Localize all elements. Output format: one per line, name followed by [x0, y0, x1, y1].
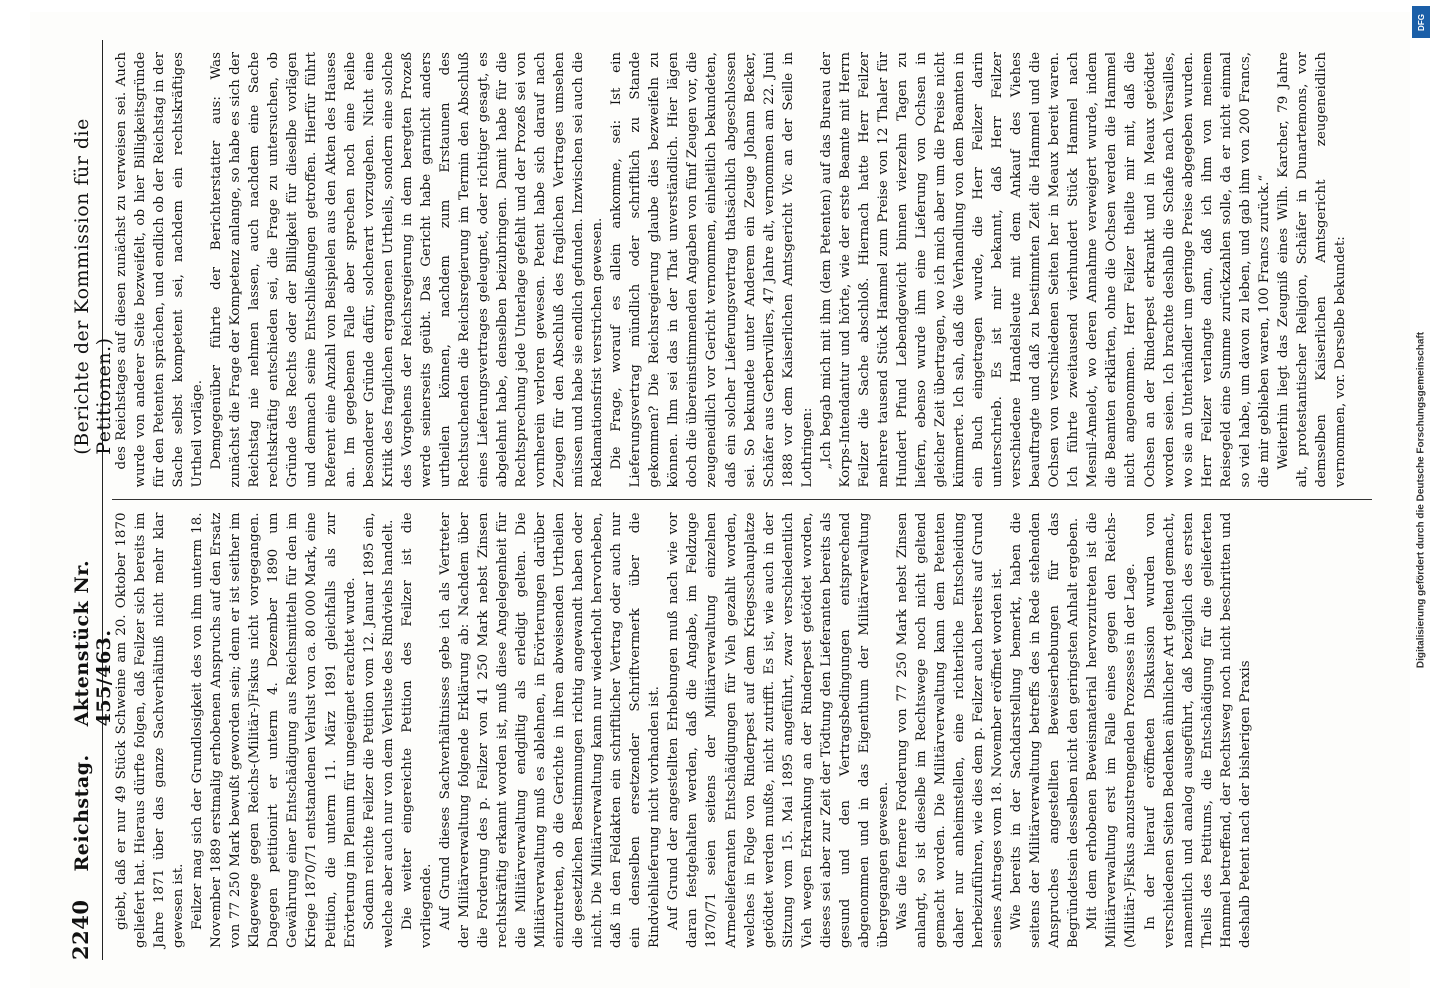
section-title: (Berichte der Kommission für die Petitionen.): [71, 118, 115, 455]
paragraph: Sodann reichte Feilzer die Petition vom 12. Januar 1895 ein, welche aber auch nur von dem Verluste des Rindviehs handelt.: [361, 512, 396, 948]
paragraph: In der hierauf eröffneten Diskussion wurden von verschiedenen Seiten Bedenken ähnlicher Art geltend gemacht, namentlich und analog ausgeführt, daß bezüglich des ersten Theils des Petitums, die Entschädigung für die gelieferten Hammel betreffend, der Rechtsweg noch nicht beschritten und deshalb Petent nach der bisherigen Praxis: [1142, 512, 1253, 948]
text-columns: [112, 40, 1372, 960]
document-reference: Aktenstück Nr. 455/463.: [71, 559, 115, 727]
column-divider: [112, 500, 1372, 501]
scanned-page: [30, 12, 1410, 988]
paragraph: Die weiter eingereichte Petition des Feilzer ist die vorliegende.: [399, 512, 434, 948]
paragraph: Auf Grund dieses Sachverhältnisses gebe ich als Vertreter der Militärverwaltung folgende Erklärung ab: Nachdem über die Forderung des p. Feilzer von 41 250 Mark nebst Zinsen rechtskräftig erkannt worden ist, muß diese Angelegenheit für die Militärverwaltung endgiltig als erledigt gelten. Die Militärverwaltung muß es ablehnen, in Erörterungen darüber einzutreten, ob die Gerichte in ihren abweisenden Urtheilen die gesetzlichen Bestimmungen richtig angewandt haben oder nicht. Die Militärverwaltung kann nur wiederholt hervorheben, daß in den Feldakten ein schriftlicher Vertrag oder auch nur ein denselben ersetzender Schriftvermerk über die Rindviehlieferung nicht vorhanden ist.: [437, 512, 663, 948]
column-left: [112, 501, 1372, 961]
funding-note-text: Digitalisierung gefördert durch die Deutsche Forschungsgemeinschaft: [1415, 331, 1427, 669]
publication-title: Reichstag.: [71, 754, 93, 872]
paragraph: giebt, daß er nur 49 Stück Schweine am 20. Oktober 1870 geliefert hat. Hieraus dürfte folgen, daß Feilzer sich bereits im Jahre 1871 über das ganze Sachverhältniß nicht mehr klar gewesen ist.: [114, 512, 187, 948]
page-number: 2240: [68, 899, 93, 960]
paragraph: Feilzer mag sich der Grundlosigkeit des von ihm unterm 18. November 1889 erstmalig erhobenen Anspruchs auf den Ersatz von 77 250 Mark bewußt geworden sein; denn er ist seither im Klagewege gegen Reichs-(Militär-)Fiskus nicht vorgegangen. Dagegen petitionirt er unterm 4. Dezember 1890 um Gewährung einer Entschädigung aus Reichsmitteln für den im Kriege 1870/71 entstandenen Verlust von ca. 80 000 Mark, eine Petition, die unterm 11. März 1891 gleichfalls als zur Erörterung im Plenum für ungeeignet erachtet wurde.: [190, 512, 358, 948]
dfg-logo: [1412, 6, 1430, 38]
column-right: [112, 40, 1372, 500]
paragraph: Wie bereits in der Sachdarstellung bemerkt, haben die seitens der Militärverwaltung betreffs des in Rede stehenden Anspruches angestellten Beweiserhebungen für das Begründetsein desselben nicht den geringsten Anhalt ergeben.: [1009, 512, 1082, 948]
paragraph: Was die fernere Forderung von 77 250 Mark nebst Zinsen anlangt, so ist dieselbe im Rechtswege noch nicht geltend gemacht worden. Die Militärverwaltung kann dem Petenten daher nur anheimstellen, eine richterliche Entscheidung herbeizuführen, wie dies dem p. Feilzer auch bereits auf Grund seines Antrages vom 18. November eröffnet worden ist.: [894, 512, 1006, 948]
paragraph: Die Frage, worauf es allein ankomme, sei: Ist ein Lieferungsvertrag mündlich oder schriftlich zu Stande gekommen? Die Reichsregierung glaube dies bezweifeln zu können. Ihm sei das in der That unverständlich. Hier lägen doch die übereinstimmenden Angaben von fünf Zeugen vor, die zeugeneidlich vor Gericht vernommen, einheitlich bekundeten, daß ein solcher Lieferungsvertrag thatsächlich abgeschlossen sei. So bekundete unter Anderem ein Zeuge Johann Becker, Schäfer aus Gerbervillers, 47 Jahre alt, vernommen am 22. Juni 1888 vor dem Kaiserlichen Amtsgericht Vic an der Seille in Lothringen:: [609, 52, 815, 488]
page-header: [68, 40, 115, 960]
paragraph: Demgegenüber führte der Berichterstatter aus: Was zunächst die Frage der Kompetenz anlange, so habe es sich der Reichstag nie nehmen lassen, auch nachdem eine Sache rechtskräftig entschieden sei, die Frage zu untersuchen, ob Gründe des Rechts oder der Billigkeit für dieselbe vorlägen und demnach seine Entschließungen getroffen. Hierfür führt Referent eine Anzahl von Beispielen aus den Akten des Hauses an. Im gegebenen Falle aber sprechen noch eine Reihe besonderer Gründe dafür, solcherart vorzugehen. Nicht eine Kritik des fraglichen ergangenen Urtheils, sondern eine solche des Vorgehens der Reichsregierung in dem beregten Prozeß werde seinerseits geübt. Das Gericht habe garnicht anders urtheilen können, nachdem zum Erstaunen des Rechtsuchenden die Reichsregierung im Termin den Abschluß eines Lieferungsvertrages geleugnet, oder richtiger gesagt, es abgelehnt habe, denselben beizubringen. Damit habe für die Rechtsprechung jede Unterlage gefehlt und der Prozeß sei von vornherein verloren gewesen. Petent habe sich darauf nach Zeugen für den Abschluß des fraglichen Vertrages umsehen müssen und habe sie endlich gefunden. Inzwischen sei auch die Reklamationsfrist verstrichen gewesen.: [209, 52, 606, 488]
paragraph: „Ich begab mich mit ihm (dem Petenten) auf das Bureau der Korps-Intendantur und hörte, wie der erste Beamte mit Herrn Feilzer die Sache abschloß. Hiernach hatte Herr Feilzer mehrere tausend Stück Hammel zum Preise von 12 Thaler für Hundert Pfund Lebendgewicht binnen vierzehn Tagen zu liefern, ebenso wurde ihm eine Lieferung von Ochsen in gleicher Zeit übertragen, wo ich mich aber um die Preise nicht kümmerte. Ich sah, daß die Verhandlung von dem Beamten in ein Buch eingetragen wurde, die Herr Feilzer darin unterschrieb. Es ist mir bekannt, daß Herr Feilzer verschiedene Handelsleute mit dem Ankauf des Viehes beauftragte und daß zu bestimmten Zeit die Hammel und die Ochsen von verschiedenen Seiten her in Meaux bereit waren. Ich führte zweitausend vierhundert Stück Hammel nach Mesnil-Amelot, wo deren Annahme verweigert wurde, indem die Beamten erklärten, ohne die Ochsen werden die Hammel nicht angenommen. Herr Feilzer theilte mir mit, daß die Ochsen an der Rinderpest erkrankt und in Meaux getödtet worden seien. Ich brachte deshalb die Schafe nach Versailles, wo sie an Unterhändler um geringe Preise abgegeben wurden. Herr Feilzer verlangte dann, daß ich ihm von meinem Reisegeld eine Summe zurückzahlen solle, da er nicht einmal so viel habe, um davon zu leben, und gab ihm von 200 Francs, die mir geblieben waren, 100 Francs zurück.“: [818, 52, 1272, 488]
paragraph: Auf Grund der angestellten Erhebungen muß nach wie vor daran festgehalten werden, daß die Angabe, im Feldzuge 1870/71 seien seitens der Militärverwaltung einzelnen Armeelieferanten Entschädigungen für Vieh gezahlt worden, welches in Folge von Rinderpest auf dem Kriegsschauplatze getödtet werden mußte, nicht zutrifft. Es ist, wie auch in der Sitzung vom 15. Mai 1895 angeführt, zwar verschiedentlich Vieh wegen Erkrankung an der Rinderpest getödtet worden, dieses sei aber zur Zeit der Tödtung den Lieferanten bereits als gesund und den Vertragsbedingungen entsprechend abgenommen und in das Eigenthum der Militärverwaltung übergegangen gewesen.: [666, 512, 891, 948]
dfg-logo-text: DFG: [1416, 13, 1426, 31]
paragraph: des Reichstages auf diesen zunächst zu verweisen sei. Auch wurde von anderer Seite bezweifelt, ob hier Billigkeitsgründe für den Petenten sprächen, und endlich ob der Reichstag in der Sache selbst kompetent sei, nachdem ein rechtskräftiges Urtheil vorläge.: [114, 52, 206, 488]
paragraph: Weiterhin liegt das Zeugniß eines Wilh. Karcher, 79 Jahre alt, protestantischer Religion, Schäfer in Dunartemons, vor demselben Kaiserlichen Amtsgericht zeugeneidlich vernommen, vor. Derselbe bekundet:: [1275, 52, 1348, 488]
rotated-page-content: [50, 20, 1390, 980]
paragraph: Mit dem erhobenen Beweismaterial hervorzutreten ist die Militärverwaltung erst im Falle eines gegen den Reichs-(Militär-)Fiskus anzustrengenden Prozesses in der Lage.: [1085, 512, 1139, 948]
funding-note: [1410, 10, 1432, 990]
